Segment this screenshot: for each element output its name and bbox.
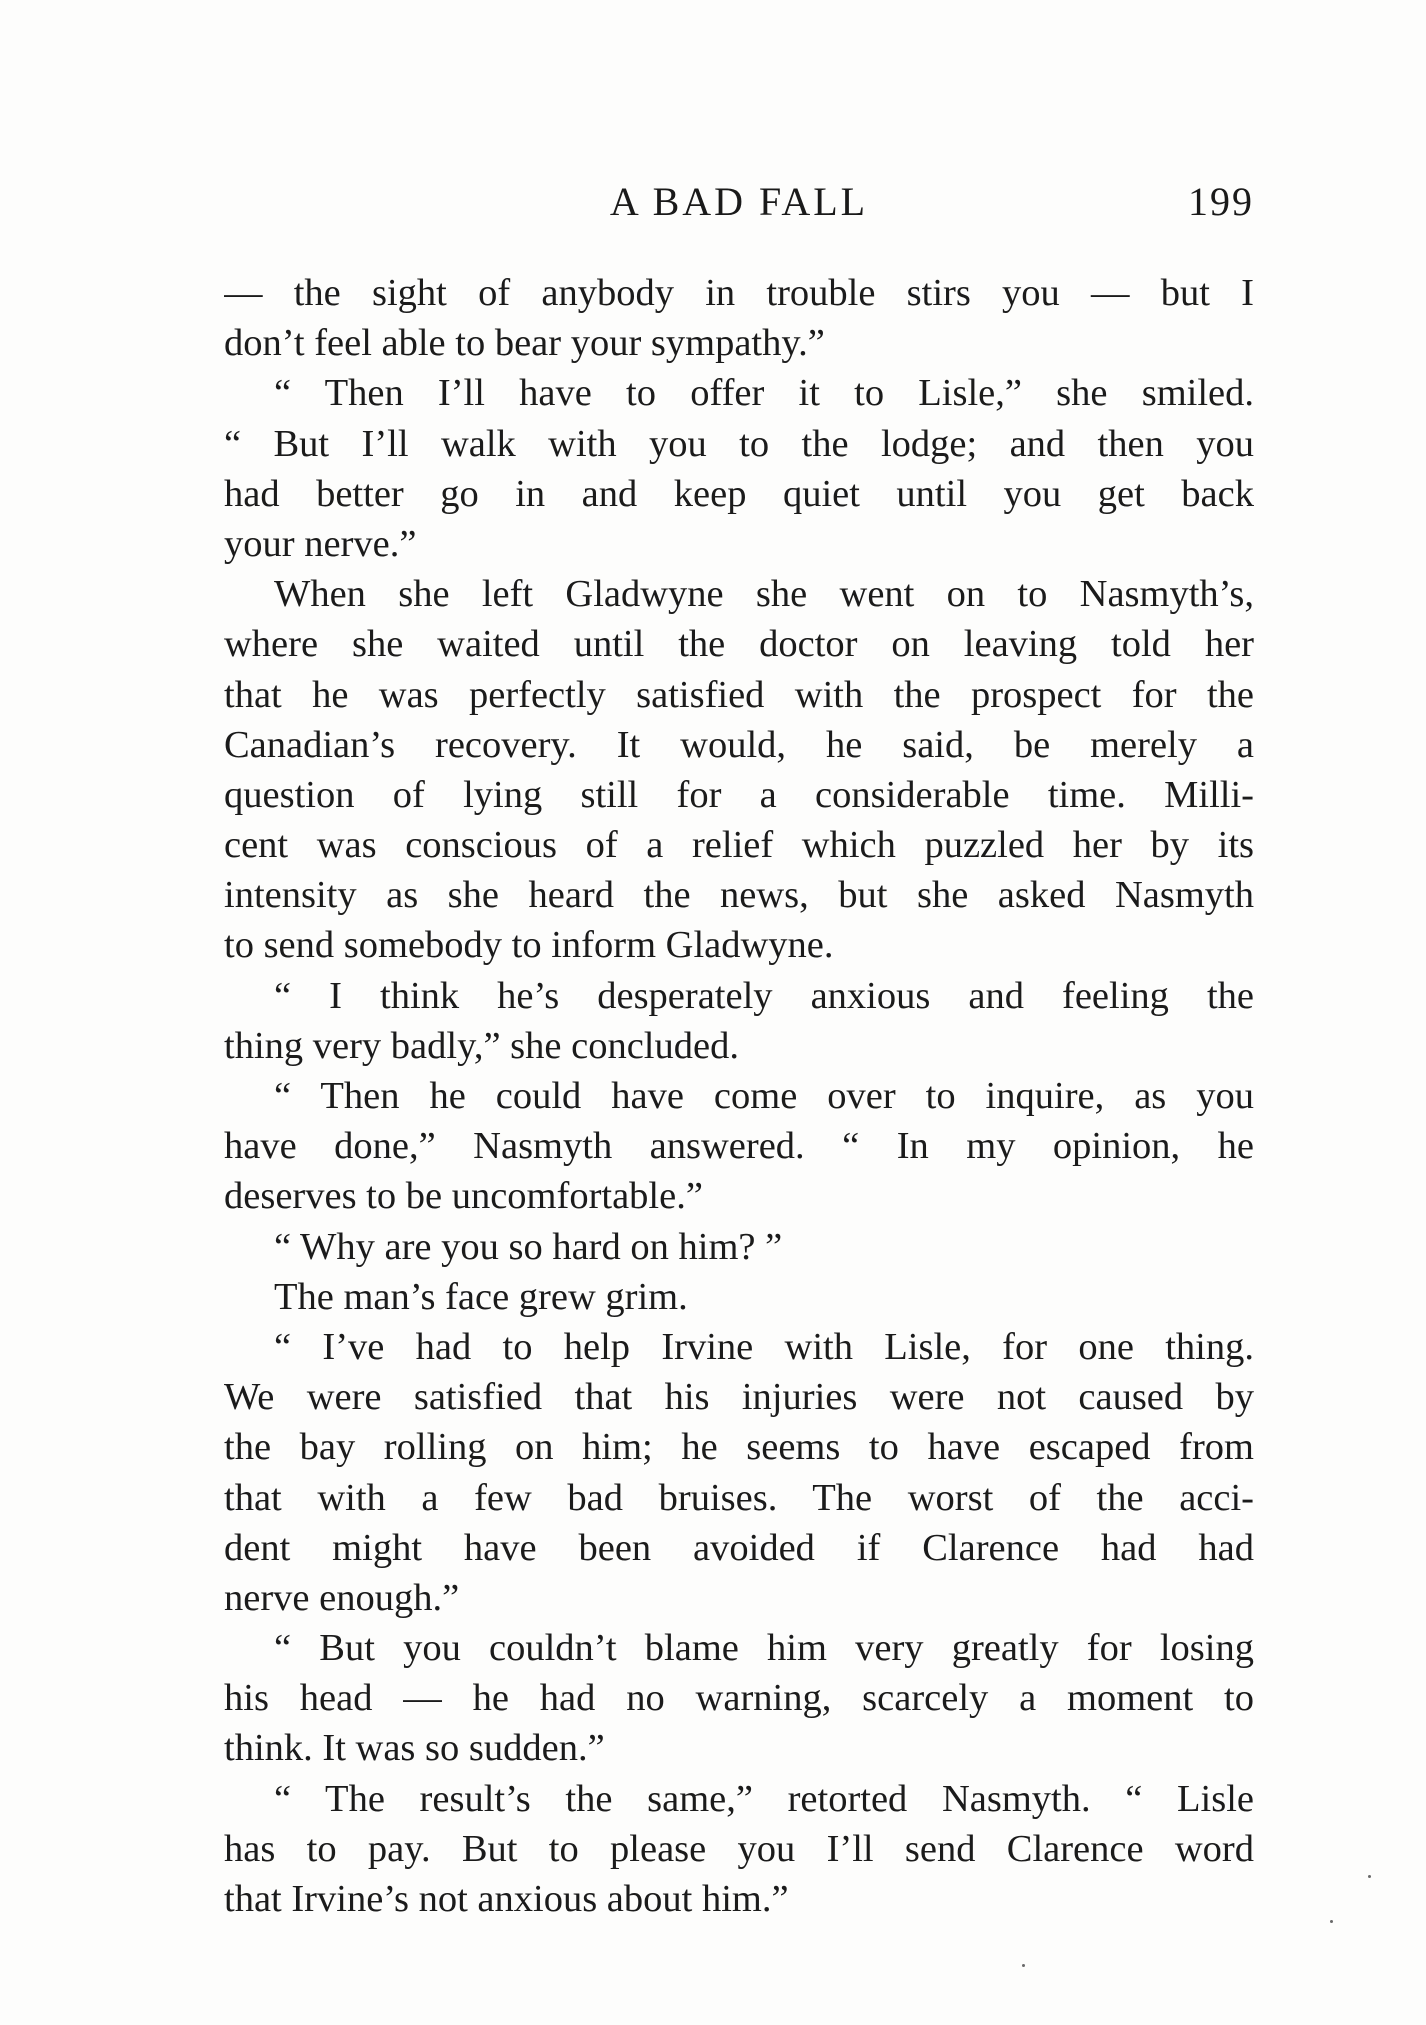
- text-line: the bay rolling on him; he seems to have escaped from: [224, 1426, 1254, 1469]
- text-line: “ But I’ll walk with you to the lodge; and then you: [224, 422, 1254, 465]
- text-line: Canadian’s recovery. It would, he said, be merely a: [224, 723, 1254, 766]
- text-line: had better go in and keep quiet until you get back: [224, 472, 1254, 515]
- running-title: A BAD FALL: [609, 179, 869, 224]
- text-line: has to pay. But to please you I’ll send Clarence word: [224, 1827, 1254, 1870]
- paper-speck: [1022, 1964, 1025, 1967]
- page-header: [224, 178, 1254, 238]
- text-line: that Irvine’s not anxious about him.”: [224, 1878, 789, 1920]
- text-line: intensity as she heard the news, but she asked Nasmyth: [224, 874, 1254, 917]
- text-line: cent was conscious of a relief which puzzled her by its: [224, 824, 1254, 867]
- text-line: “ The result’s the same,” retorted Nasmyth. “ Lisle: [274, 1777, 1254, 1820]
- paper-speck: [1368, 1875, 1371, 1878]
- text-line: think. It was so sudden.”: [224, 1727, 605, 1770]
- text-line: “ Then he could have come over to inquire, as you: [274, 1075, 1254, 1117]
- text-line: dent might have been avoided if Clarence had had: [224, 1526, 1254, 1569]
- text-line: where she waited until the doctor on leaving told her: [224, 623, 1254, 666]
- text-line: his head — he had no warning, scarcely a moment to: [224, 1677, 1254, 1720]
- text-line: that he was perfectly satisfied with the prospect for the: [224, 673, 1254, 716]
- text-line: that with a few bad bruises. The worst of the acci-: [224, 1476, 1254, 1519]
- text-line: “ Then I’ll have to offer it to Lisle,” she smiled.: [274, 372, 1254, 415]
- text-line: don’t feel able to bear your sympathy.”: [224, 322, 825, 365]
- text-line: The man’s face grew grim.: [274, 1275, 688, 1318]
- text-line: nerve enough.”: [224, 1576, 460, 1619]
- text-line: “ I’ve had to help Irvine with Lisle, for one thing.: [274, 1325, 1254, 1368]
- text-line: “ I think he’s desperately anxious and feeling the: [274, 974, 1254, 1017]
- text-line: “ Why are you so hard on him? ”: [274, 1225, 783, 1268]
- text-line: thing very badly,” she concluded.: [224, 1024, 739, 1067]
- text-line: your nerve.”: [224, 522, 417, 565]
- text-line: to send somebody to inform Gladwyne.: [224, 924, 834, 967]
- text-line: question of lying still for a considerable time. Milli-: [224, 773, 1254, 816]
- text-line: We were satisfied that his injuries were not caused by: [224, 1376, 1254, 1419]
- text-line: have done,” Nasmyth answered. “ In my opinion, he: [224, 1125, 1254, 1168]
- paper-speck: [1330, 1920, 1333, 1923]
- text-line: — the sight of anybody in trouble stirs you — but I: [224, 272, 1254, 314]
- body-text: [224, 268, 1254, 1924]
- text-line: deserves to be uncomfortable.”: [224, 1175, 703, 1218]
- page-number: 199: [1188, 179, 1254, 224]
- text-line: “ But you couldn’t blame him very greatly for losing: [274, 1627, 1254, 1670]
- text-line: When she left Gladwyne she went on to Nasmyth’s,: [274, 573, 1254, 616]
